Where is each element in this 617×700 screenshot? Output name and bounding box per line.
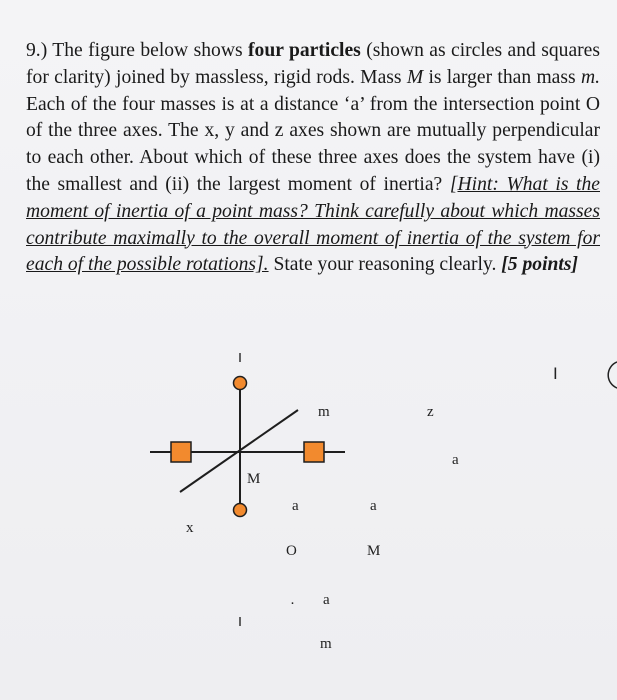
label-a-center: a — [292, 498, 299, 514]
label-m-bottom: m — [320, 636, 332, 652]
problem-number: 9.) — [26, 40, 48, 61]
label-m-top: m — [318, 404, 330, 420]
label-a-right: a — [452, 452, 459, 468]
points-label: [5 points] — [501, 254, 579, 276]
label-a-mid-right: a — [370, 498, 377, 514]
problem-bold: four particles — [248, 40, 361, 61]
text-cursor-icon: I — [553, 364, 558, 383]
mass-m-symbol: m. — [580, 66, 600, 88]
edge-arc — [608, 362, 617, 388]
problem-body3: Each of the four masses is at a distance ‘a’ from the intersection point O of the three axes. The x, y and z axes shown are mutually perpendicular to each other. About which of these three axes does the system have (i) the smallest and (ii) the largest moment of inertia? — [26, 93, 600, 195]
problem-body1: (shown as circles and squares for clarity) joined by massless, rigid rods. Mass — [26, 40, 600, 88]
label-dot: · — [290, 596, 295, 612]
label-x-axis: x — [186, 520, 194, 536]
problem-body2: is larger than mass — [428, 66, 576, 88]
problem-tail: State your reasoning clearly. — [273, 254, 497, 276]
mass-circle-bottom — [234, 504, 247, 517]
label-z-axis: z — [427, 404, 434, 420]
label-O-point: O — [286, 543, 297, 559]
mass-circle-top — [234, 377, 247, 390]
label-M-bottom: M — [367, 543, 381, 559]
label-a-low: a — [323, 592, 330, 608]
mass-M-symbol: M — [406, 66, 424, 88]
problem-hint: [Hint: What is the moment of inertia of a point mass? Think carefully about which masses contribute maximally to the overall moment of inertia of the system for each of the possible rotations]. — [26, 173, 600, 276]
label-M-center: M — [247, 471, 261, 487]
mass-square-left — [171, 442, 191, 462]
problem-lead: The figure below shows — [52, 40, 243, 61]
mass-square-right — [304, 442, 324, 462]
